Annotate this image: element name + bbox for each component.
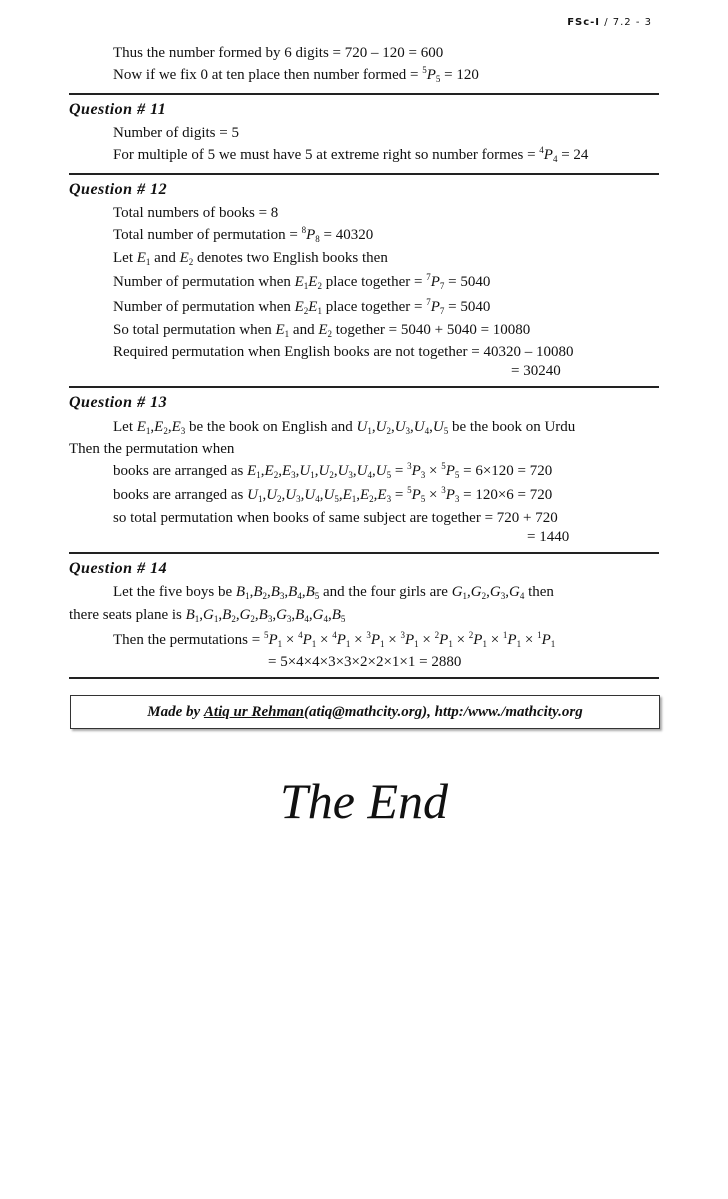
text-line: Let $E_1,E_2,E_3$ be the book on English and $U_1,U_2,U_3,U_4,U_5$ be the book on Urdu [113,419,576,436]
text-line: so total permutation when books of same subject are together = 720 + 720 [113,510,558,526]
section-divider [69,93,659,95]
question-14-title: Question # 14 [69,560,168,577]
text-line: there seats plane is $B_1,G_1,B_2,G_2,B_3,G_3,B_4,G_4,B_5$ [69,607,346,624]
text-line: books are arranged as $U_1,U_2,U_3,U_4,U_5,E_1,E_2,E_3 = ^5P_5 \times ^3P_3 = 120\times 6 = 720$ [113,485,553,504]
credit-box [70,695,660,729]
text-line: For multiple of 5 we must have 5 at extreme right so number formes = $^4P_4 = 24$ [113,145,589,164]
question-13-title: Question # 13 [69,394,168,411]
text-line: Total numbers of books = 8 [113,205,279,221]
text-line: Required permutation when English books are not together = 40320 – 10080 [113,344,574,360]
credit-suffix: (atiq@mathcity.org), http:/www./mathcity.org [303,703,583,720]
the-end-heading: The End [279,773,449,829]
credit-prefix: Made by [147,703,201,720]
text-line: Number of digits = 5 [113,125,239,141]
text-line: Then the permutations = $^5P_1 \times ^4P_1 \times ^4P_1 \times ^3P_1 \times ^3P_1 \times ^2P_1 \times ^2P_1 \times ^1P_1 \times ^1P_1$ [113,630,556,649]
author-name: Atiq ur Rehman [203,703,304,720]
section-divider [69,677,659,679]
question-12-title: Question # 12 [69,181,168,198]
text-line: = 1440 [527,529,570,545]
text-line: Now if we fix 0 at ten place then number formed = $^5P_5 = 120$ [113,65,479,84]
question-11-title: Question # 11 [69,101,167,118]
text-line: Thus the number formed by 6 digits = 720 – 120 = 600 [113,45,444,61]
section-divider [69,173,659,175]
text-line: Total number of permutation = $^8P_8 = 40320$ [113,225,374,244]
text-line: Number of permutation when $E_1E_2$ place together = $^7P_7 = 5040$ [113,272,491,291]
text-line: Let $E_1$ and $E_2$ denotes two English books then [113,250,388,267]
text-line: So total permutation when $E_1$ and $E_2$ together = 5040 + 5040 = 10080 [113,322,531,339]
page-header [567,17,652,28]
text-line: Let the five boys be $B_1,B_2,B_3,B_4,B_5$ and the four girls are $G_1,G_2,G_3,G_4$ then [113,584,554,601]
text-line: Number of permutation when $E_2E_1$ place together = $^7P_7 = 5040$ [113,297,491,316]
text-line: = 5×4×4×3×3×2×2×1×1 = 2880 [268,654,462,670]
text-line: books are arranged as $E_1,E_2,E_3,U_1,U_2,U_3,U_4,U_5 = ^3P_3 \times ^5P_5 = 6\times 120 = 720$ [113,461,553,480]
section-divider [69,386,659,388]
page-number: / 7.2 - 3 [604,17,652,28]
text-line: Then the permutation when [69,441,235,457]
course-label: FSc-I [567,17,601,28]
section-divider [69,552,659,554]
text-line: = 30240 [511,363,561,379]
